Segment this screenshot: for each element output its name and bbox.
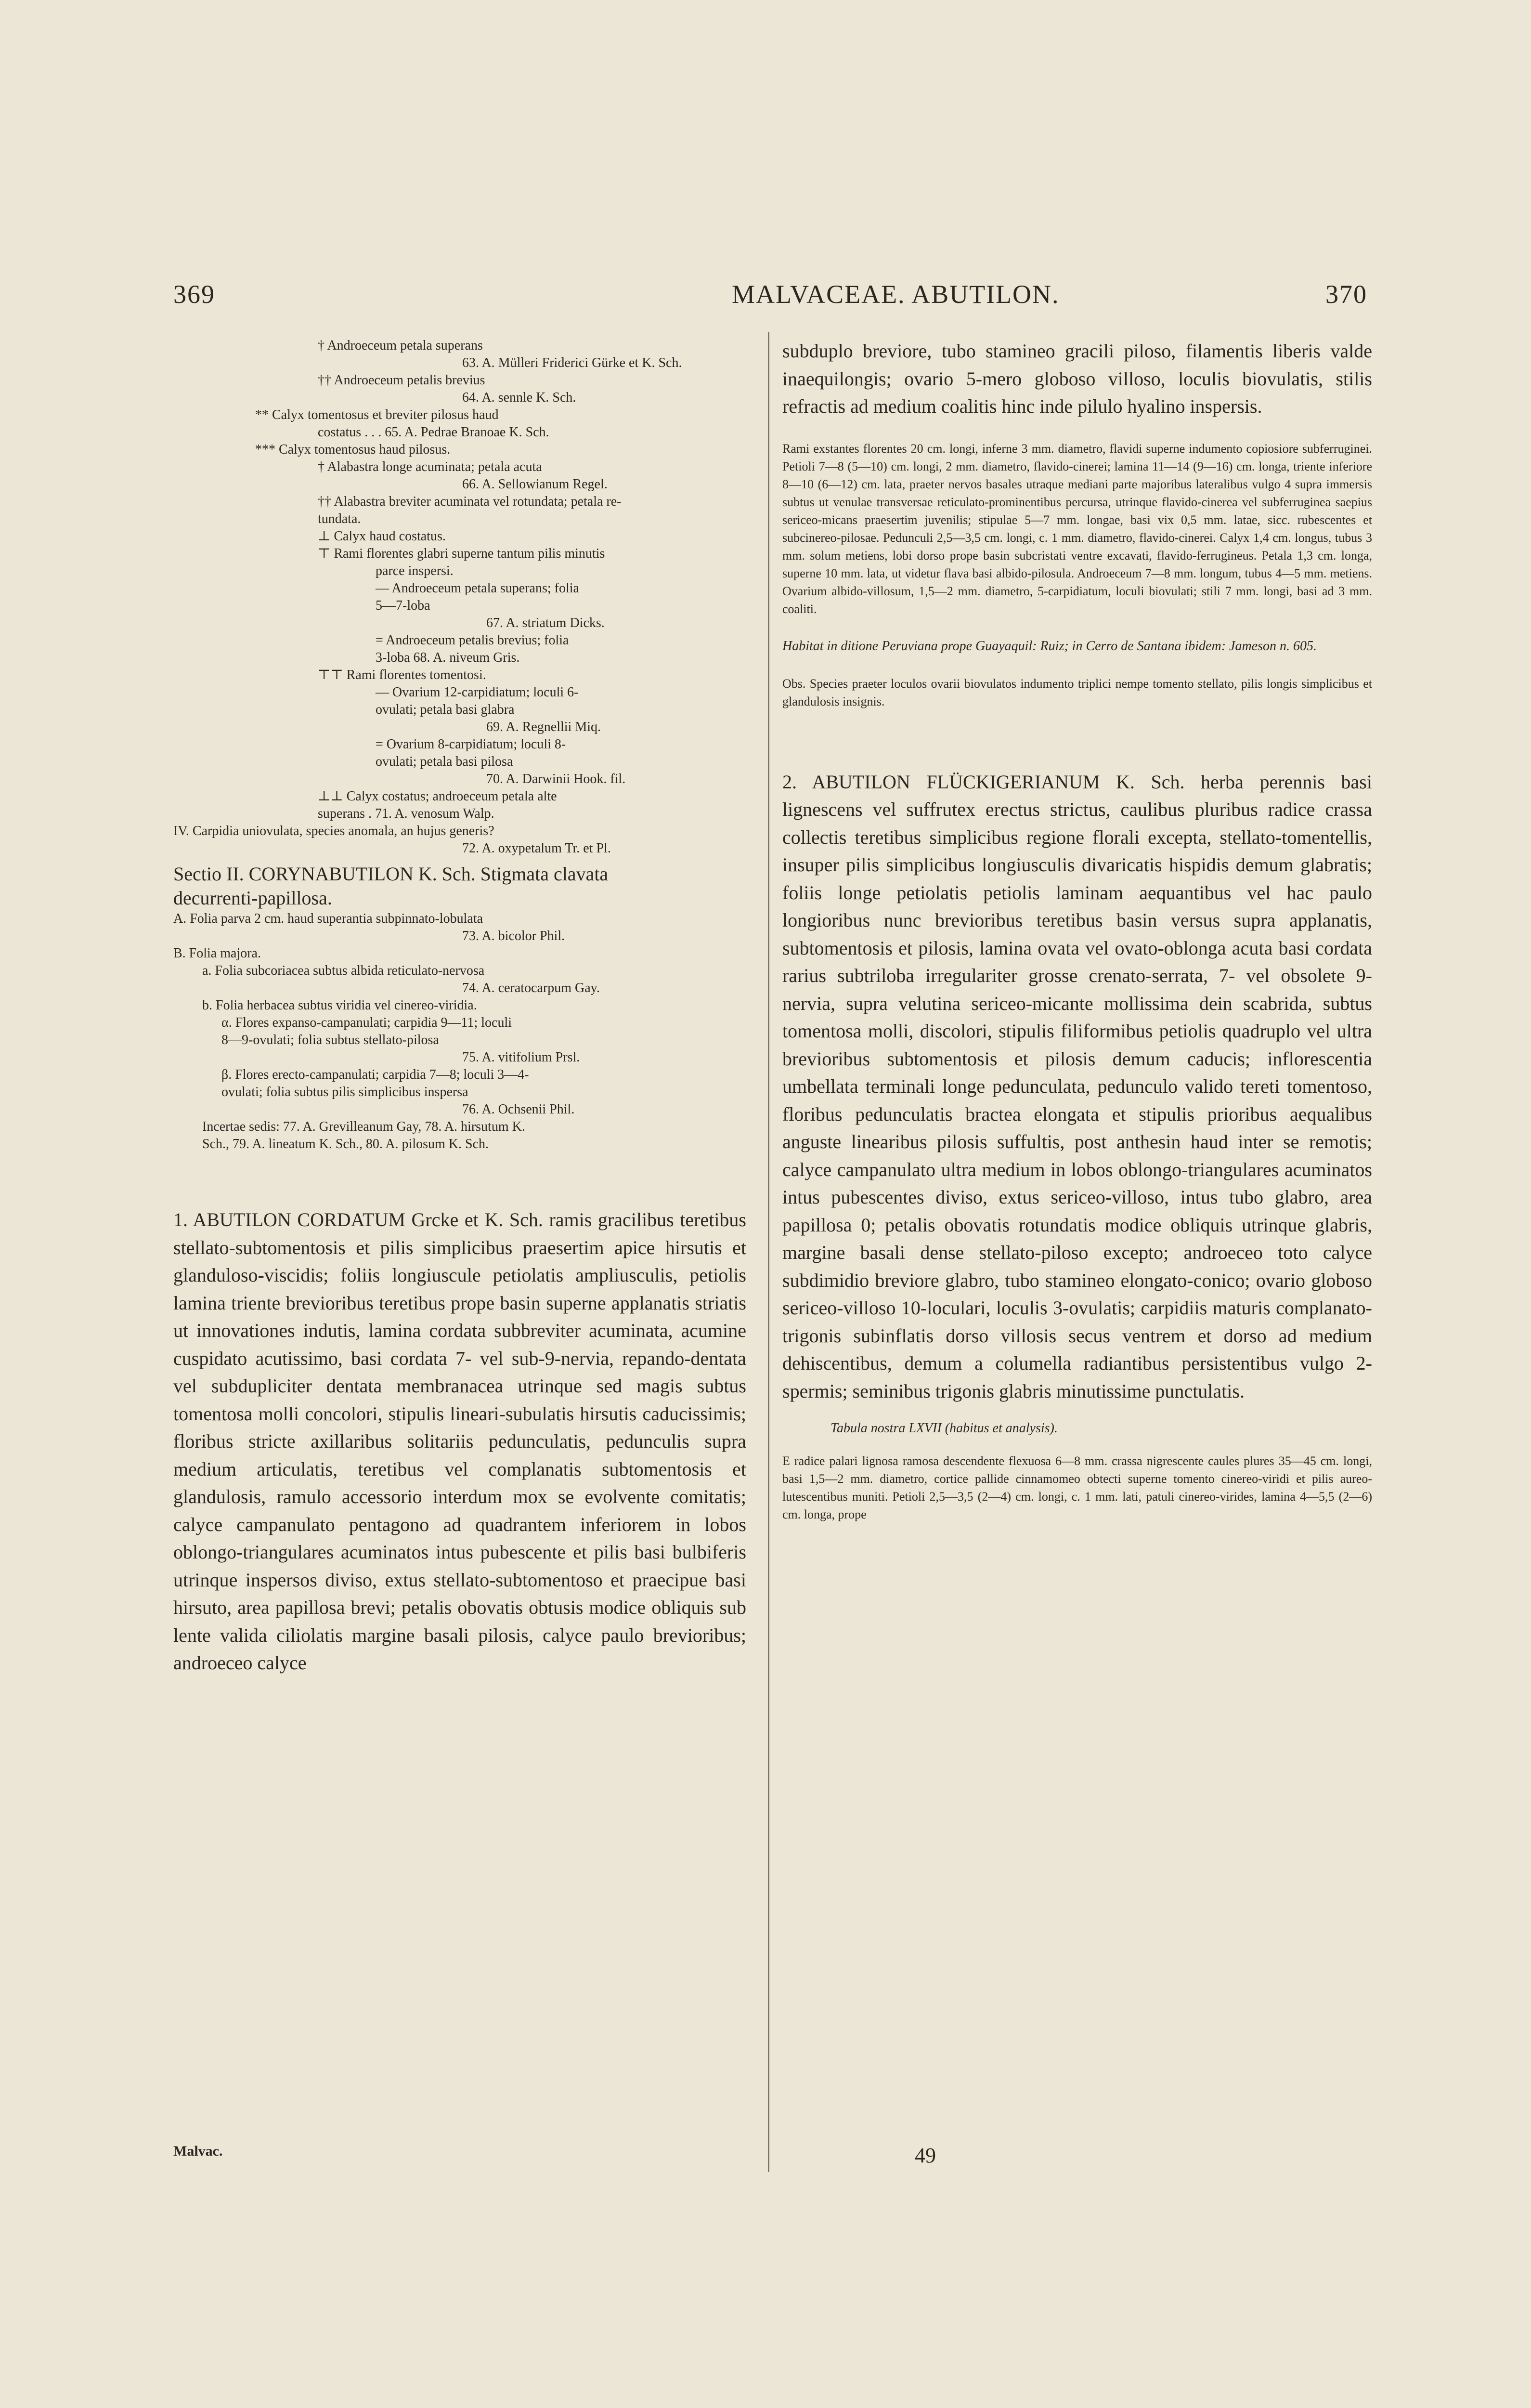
key-line: ** Calyx tomentosus et breviter pilosus haud <box>255 407 499 422</box>
key-line: †† Alabastra breviter acuminata vel rotundata; petala re- <box>318 494 622 509</box>
key-line: 75. A. vitifolium Prsl. <box>462 1050 580 1065</box>
key-line: = Androeceum petalis brevius; folia <box>376 633 569 648</box>
key-line: 69. A. Regnellii Miq. <box>486 720 601 734</box>
observation-note: Obs. Species praeter loculos ovarii biovulatos indumento triplici nempe tomento stellato, pilis longis simplicibus et glandulosis insignis. <box>782 676 1372 708</box>
key-line: B. Folia majora. <box>173 946 261 961</box>
key-line: Incertae sedis: 77. A. Grevilleanum Gay, 78. A. hirsutum K. <box>202 1119 525 1134</box>
key-line: 73. A. bicolor Phil. <box>462 929 565 943</box>
section-title-continued: decurrenti-papillosa. <box>173 887 332 909</box>
key-line: ovulati; petala basi pilosa <box>376 754 513 769</box>
species-description-flueckigerianum: 2. ABUTILON FLÜCKIGERIANUM K. Sch. herba perennis basi lignescens vel suffrutex erectus strictus, caulibus pluribus radice crassa collectis teretibus simplicibus regione florali excepta, stellato-tomentellis, insuper pilis simplicibus longiusculis divaricatis hispidis demum glabratis; foliis longe petiolatis petiolis laminam aequantibus vel hac paulo longioribus nunc brevioribus teretibus basin versus supra applanatis, subtomentosis et pilosis, lamina ovata vel ovato-oblonga acuta basi cordata rarius subtriloba irregulariter grosse crenato-serrata, 7- vel obsolete 9-nervia, supra velutina sericeo-micante mollissima dein scabrida, subtus tomentosa molli, discolori, stipulis filiformibus petiolis quadruplo vel ultra brevioribus subtomentosis et pilosis demum caducis; inflorescentia umbellata terminali longe pedunculata, pedunculo valido tereti tomentoso, floribus pedunculatis bractea elongata et stipulis prioribus aequalibus anguste linearibus pilosis suffultis, post anthesin haud inter se remotis; calyce campanulato ultra medium in lobos oblongo-triangulares acuminatos intus pubescentes diviso, extus sericeo-villoso, intus tubo glabro, area papillosa 0; petalis obovatis rotundatis modice obliquis utrinque glabris, margine basali dense stellato-piloso excepto; androeceo toto calyce subdimidio breviore glabro, tubo stamineo elongato-conico; ovario globoso sericeo-villoso 10-loculari, loculis 3-ovulatis; carpidiis maturis complanato-trigonis subinflatis dorso villosis secus ventrem et dorso ad medium dehiscentibus, demum a columella radiantibus persistentibus vulgo 2-spermis; seminibus trigonis glabris minutissime punctulatis. <box>782 771 1372 1402</box>
section-title: Sectio II. CORYNABUTILON K. Sch. Stigmata clavata <box>173 863 609 885</box>
key-line: 3-loba 68. A. niveum Gris. <box>376 650 520 665</box>
key-line: ⊥ Calyx haud costatus. <box>318 529 446 544</box>
species-key-2 <box>173 910 746 1153</box>
description-continuation: subduplo breviore, tubo stamineo gracili piloso, filamentis liberis valde inaequilongis; ovario 5-mero globoso villoso, loculis biovulatis, stilis refractis ad medium coalitis hinc inde pilulo hyalino inspersis. <box>782 340 1372 417</box>
key-line: † Androeceum petala superans <box>318 338 483 353</box>
right-column <box>782 337 1372 1523</box>
key-line: 64. A. sennle K. Sch. <box>462 390 576 405</box>
footer-left: Malvac. <box>173 2143 223 2159</box>
key-line: b. Folia herbacea subtus viridia vel cinereo-viridia. <box>202 998 477 1013</box>
key-line: A. Folia parva 2 cm. haud superantia subpinnato-lobulata <box>173 911 483 926</box>
key-line: parce inspersi. <box>376 563 454 578</box>
signature-number: 49 <box>915 2144 936 2167</box>
species-description-cordatum: 1. ABUTILON CORDATUM Grcke et K. Sch. ramis gracilibus teretibus stellato-subtomentosis et pilis simplicibus praesertim apice hirsutis et glanduloso-viscidis; foliis longiuscule petiolatis ampliusculis, petiolis lamina triente brevioribus teretibus prope basin superne applanatis striatis ut innovationes indutis, lamina cordata subbreviter acuminata, acumine cuspidato acutissimo, basi cordata 7- vel sub-9-nervia, repando-dentata vel subdupliciter dentata membranacea utrinque sed magis subtus tomentosa molli concolori, stipulis lineari-subulatis hirsutis caducissimis; floribus stricte axillaribus solitariis pedunculatis, pedunculis supra medium articulatis, teretibus vel complanatis subtomentosis et glandulosis, ramulo accessorio interdum mox se evolvente comitatis; calyce campanulato pentagono ad quadrantem inferiorem in lobos oblongo-triangulares acuminatos intus pubescente et pilis basi bulbiferis utrinque inspersos diviso, extus stellato-subtomentoso et praecipue basi hirsuto, area papillosa brevi; petalis obovatis obtusis modice obliquis sub lente valida ciliolatis margine basali pilosis, calyce paulo brevioribus; androeceo calyce <box>173 1209 746 1674</box>
measurements-paragraph: Rami exstantes florentes 20 cm. longi, inferne 3 mm. diametro, flavidi superne indumento copiosiore subferruginei. Petioli 7—8 (5—10) cm. longi, 2 mm. diametro, flavido-cinerei; lamina 11—14 (9—16) cm. longa, triente inferiore 8—10 (6—12) cm. lata, praeter nervos basales utraque mediani parte majoribus lateralibus vulgo 4 supra immersis subtus ut venulae transversae reticulato-prominentibus percursa, utrinque flavido-cinerea vel subferruginea saepius sericeo-micans praesertim juvenilis; stipulae 5—7 mm. longae, basi vix 0,5 mm. latae, sicc. rubescentes et subcinereo-pilosae. Pedunculi 2,5—3,5 cm. longi, c. 1 mm. diametro, flavido-cinerei. Calyx 1,4 cm. longus, tubus 3 mm. solum metiens, lobi dorso prope basin subcristati ventre excavati, flavido-ferrugineus. Petala 1,3 cm. longa, superne 10 mm. lata, ut videtur flava basi albido-pilosula. Androeceum 7—8 mm. longum, tubus 4—5 mm. metiens. Ovarium albido-villosum, 1,5—2 mm. diametro, 5-carpidiatum, loculi biovulati; stili 7 mm. longi, basi ad 3 mm. coaliti. <box>782 441 1372 616</box>
key-line: ⊥⊥ Calyx costatus; androeceum petala alte <box>318 789 557 804</box>
key-line: — Androeceum petala superans; folia <box>376 581 579 596</box>
key-line: = Ovarium 8-carpidiatum; loculi 8- <box>376 737 566 752</box>
key-line: 72. A. oxypetalum Tr. et Pl. <box>462 841 611 856</box>
key-line: superans . 71. A. venosum Walp. <box>318 806 494 821</box>
key-line: ⊤ Rami florentes glabri superne tantum pilis minutis <box>318 546 605 561</box>
key-line: IV. Carpidia uniovulata, species anomala, an hujus generis? <box>173 824 494 838</box>
key-line: costatus . . . 65. A. Pedrae Branoae K. Sch. <box>318 425 549 440</box>
key-line: 70. A. Darwinii Hook. fil. <box>486 772 626 786</box>
key-line: 67. A. striatum Dicks. <box>486 615 605 630</box>
key-line: 74. A. ceratocarpum Gay. <box>462 981 600 995</box>
key-line: ovulati; folia subtus pilis simplicibus inspersa <box>221 1085 468 1099</box>
column-divider <box>768 332 769 2172</box>
key-line: Sch., 79. A. lineatum K. Sch., 80. A. pilosum K. Sch. <box>202 1137 489 1152</box>
key-line: β. Flores erecto-campanulati; carpidia 7—8; loculi 3—4- <box>221 1067 529 1082</box>
key-line: 76. A. Ochsenii Phil. <box>462 1102 575 1117</box>
running-header <box>173 279 1367 318</box>
habitat-note: Habitat in ditione Peruviana prope Guayaquil: Ruiz; in Cerro de Santana ibidem: Jameson n. 605. <box>782 638 1317 654</box>
key-line: a. Folia subcoriacea subtus albida reticulato-nervosa <box>202 963 485 978</box>
key-line: 8—9-ovulati; folia subtus stellato-pilosa <box>221 1033 439 1047</box>
root-description: E radice palari lignosa ramosa descendente flexuosa 6—8 mm. crassa nigrescente caules plures 35—45 cm. longi, basi 1,5—2 mm. diametro, cortice pallide cinnamomeo obtecti superne tomento cinereo-viridi et pilis aureo-lutescentibus muniti. Petioli 2,5—3,5 (2—4) cm. longi, c. 1 mm. lati, patuli cinereo-virides, lamina 4—5,5 (2—6) cm. longa, prope <box>782 1454 1372 1521</box>
page-number-right: 370 <box>1325 280 1367 309</box>
key-line: 63. A. Mülleri Friderici Gürke et K. Sch. <box>462 355 682 370</box>
key-line: — Ovarium 12-carpidiatum; loculi 6- <box>376 685 579 700</box>
species-key <box>173 337 746 857</box>
key-line: tundata. <box>318 511 361 526</box>
plate-reference: Tabula nostra LXVII (habitus et analysis). <box>830 1421 1058 1436</box>
left-column <box>173 337 746 1677</box>
key-line: *** Calyx tomentosus haud pilosus. <box>255 442 451 457</box>
key-line: ⊤⊤ Rami florentes tomentosi. <box>318 667 486 682</box>
key-line: 66. A. Sellowianum Regel. <box>462 477 608 492</box>
key-line: ovulati; petala basi glabra <box>376 702 515 717</box>
key-line: † Alabastra longe acuminata; petala acuta <box>318 459 542 474</box>
page-number-left: 369 <box>173 280 215 309</box>
key-line: α. Flores expanso-campanulati; carpidia 9—11; loculi <box>221 1015 512 1030</box>
key-line: †† Androeceum petalis brevius <box>318 373 485 388</box>
key-line: 5—7-loba <box>376 598 430 613</box>
running-title: MALVACEAE. ABUTILON. <box>732 280 1060 309</box>
